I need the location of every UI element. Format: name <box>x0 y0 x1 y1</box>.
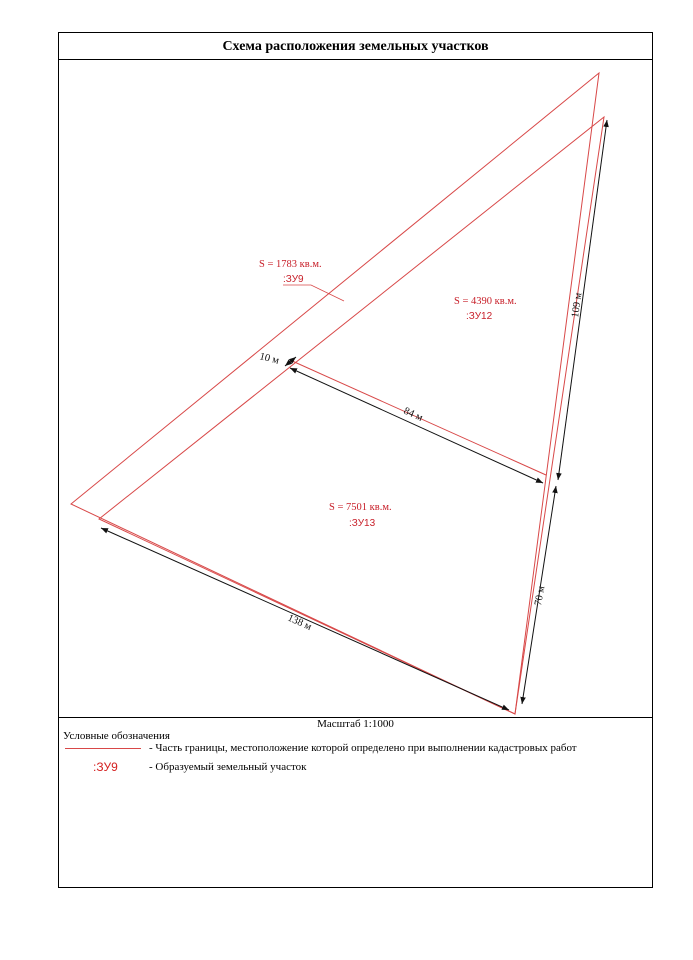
dim-label-70: 70 м <box>533 585 548 607</box>
legend-row-parcel <box>63 761 648 775</box>
inner-boundary <box>99 117 604 714</box>
legend-row-boundary <box>63 742 648 756</box>
legend-parcel-desc: - Образуемый земельный участок <box>149 761 307 773</box>
dim-label-109: 109 м <box>570 292 585 319</box>
zu9-area-label: S = 1783 кв.м. <box>259 259 322 270</box>
zu13-area-label: S = 7501 кв.м. <box>329 502 392 513</box>
outer-boundary <box>71 73 599 714</box>
zu12-area-label: S = 4390 кв.м. <box>454 296 517 307</box>
legend-boundary-desc: - Часть границы, местоположение которой определено при выполнении кадастровых работ <box>149 742 577 754</box>
parcel-scheme <box>59 33 654 717</box>
legend-title: Условные обозначения <box>63 730 170 742</box>
zu13-code-label: :ЗУ13 <box>349 518 376 529</box>
legend-boundary-line-sample <box>65 748 141 749</box>
dim-label-84: 84 м <box>401 405 425 424</box>
dim-label-138: 138 м <box>285 612 314 633</box>
scale-row <box>59 717 652 728</box>
legend-code-sample: :ЗУ9 <box>93 760 118 774</box>
scale-label: Масштаб 1:1000 <box>317 718 394 730</box>
page-title: Схема расположения земельных участков <box>59 33 652 60</box>
drawing-sheet <box>58 32 653 888</box>
zu9-leader-line <box>283 285 344 301</box>
dim-line-84 <box>290 368 543 483</box>
zu9-code-label: :ЗУ9 <box>283 274 304 285</box>
zu12-code-label: :ЗУ12 <box>466 311 493 322</box>
dim-label-10: 10 м <box>258 351 281 367</box>
